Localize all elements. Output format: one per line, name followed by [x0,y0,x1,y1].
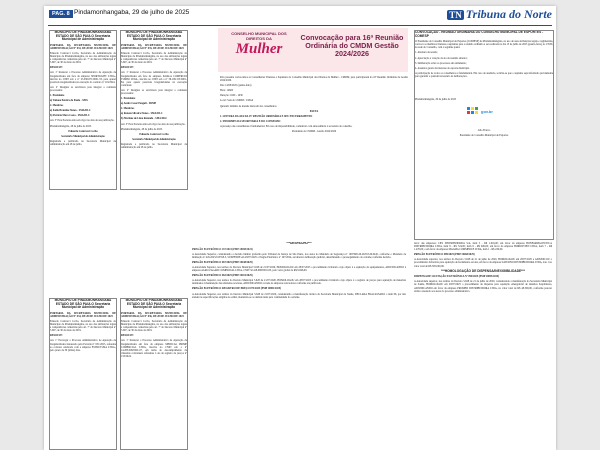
signer-role: Secretário Municipal de Administração [61,134,105,138]
time-line: Hora: 14h00 [220,89,234,93]
resolve-label: RESOLVE: [121,334,135,338]
notice-body: Eduardo Contrucci Corbo, Secretário de Administração do Município de Pindamonhangaba, no uso das atribuições legais e competências conferidas pelo art. 7º do Decreto Municipal nº 5.667, de 30 de maio de 2019. [121,319,187,333]
comesp-item-2: 2. Apreciação e votação da ata da reunião anterior; [415,56,468,60]
homologacao-title: ***HOMOLOGAÇÃO DE DISPENSA/INEXIGIBILIDADE*** [441,268,525,273]
resolve-label: RESOLVE: [50,66,64,70]
convocation-signature: Presidente do CMDM - Gestão 2024/2026 [291,130,337,134]
page-header [44,6,556,24]
member-1: a) Andre Cesar Pengali - DSMP [121,102,157,106]
convocation-note: A presença das conselheiras é fundamental. Em caso de impossibilidade, comunicar com antecedência à secretaria do conselho. [220,124,353,128]
member-1-label: 1. Presidente [121,97,136,101]
article-1: Art. 1º Instaurar o Processo Administrativo de Apuração de Irregularidades em face da empresa SPORTLIGHT LTDA., inscrita no CNPJ sob o nº 25.930.871/0001-33, para apurar possíveis irregularidades na execução do contrato nº 118/2024. [50,71,116,84]
cmdm-convocation-body [220,76,408,188]
notice-title: MUNICÍPIO DE PINDAMONHANGABA ESTADO DE SÃO PAULO Secretaria Municipal de Administração [125,298,183,310]
notice-title: MUNICÍPIO DE PINDAMONHANGABA ESTADO DE SÃO PAULO Secretaria Municipal de Administração [54,298,112,310]
comesp-item-3: 3. Deliberação sobre os processos em andamento; [415,61,467,65]
comesp-signer-role: Presidente do Conselho Municipal de Esportes [459,134,509,138]
page-number-tag: PAG. 8 [49,10,73,18]
article-1: Art. 1º Instaurar o Processo Administrativo de Apuração de Irregularidades em face da empresa MEDICAL PRIME COMERCIAL LTDA, inscrita no CNPJ sob o nº 14.283.009/0001-07, em razão do descumprimento de cláusulas contratuais referentes à ata de registro de preços nº 133/2024. [121,339,187,358]
agenda-label: PAUTA [309,109,319,113]
notice-ref: PORTARIA DA SECRETARIA MUNICIPAL DE ADMINISTRAÇÃO Nº 034, DE 28 DE JULHO DE 2025 [50,311,116,318]
comesp-seal [415,103,553,129]
signer: Eduardo Contrucci Corbo [68,129,98,133]
signer: Eduardo Contrucci Corbo [139,132,169,136]
article-2: Art. 2º Designar os servidores para integrar a comissão processante: [50,85,116,92]
notice-ref: PORTARIA DA SECRETARIA MUNICIPAL DE ADMINISTRAÇÃO Nº 036, DE 28 DE JULHO DE 2025 [121,311,187,318]
pregao-167-title: PREGÃO ELETRÔNICO 167/2024 (PMP 18498/2024) [192,247,253,251]
portaria-036-notice [120,298,188,450]
pregao-089-title: PREGÃO ELETRÔNICO 089/2025 (PMP 10468/2025) [414,253,475,257]
newspaper-logo [447,7,552,22]
pregao-073-body: A Autoridade Superior, nos termos do Decreto Municipal 5.628 de 21/07/2020, considerando a manifestação técnica da Secretaria Municipal de Saúde, DECLARA FRACASSADO o item 06, por não atender às especificações exigidas no edital, mantendo-se os demais itens para continuidade do certame. [192,292,406,299]
member-1: a) Tatiane Pereira de Paula - SEIS [50,99,88,103]
logo-text: Tribuna do Norte [465,7,552,21]
logo-mark: TN [449,10,462,20]
notice-title: MUNICÍPIO DE PINDAMONHANGABA ESTADO DE SÃO PAULO Secretaria Municipal de Administração [54,30,112,42]
article-3: Art. 3º Esta Portaria entra em vigor na data de sua publicação. [121,122,186,126]
resolve-label: RESOLVE: [121,66,135,70]
cmdm-logo-top: CONSELHO MUNICIPAL DOS DIREITOS DA [231,31,287,41]
portaria-034-notice [49,298,117,450]
notice-body: Eduardo Contrucci Corbo, Secretário de Administração do Município de Pindamonhangaba, no uso das atribuições legais e competências conferidas pelo art. 7º do Decreto Municipal nº 5.667, de 30 de maio de 2019. [50,51,116,65]
place-date: Pindamonhangaba, 28 de julho de 2025. [121,127,163,131]
duration-line: Duração: 1h00 - 1h30 [220,94,243,98]
despacho-section [192,242,406,448]
portaria-033-notice [49,30,117,190]
comesp-body-1: O Presidente do Conselho Municipal de Esportes (COMESP) de Pindamonhangaba, no uso de suas atribuições legais e regimentais, convoca os membros titulares e suplentes para a reunião ordinária a ser realizada no dia 13 de julho de 2025 (quarta-feira), às 17h30, na sede do Conselho, com a seguinte pauta: [415,40,553,50]
member-1-label: 1. Presidente [50,94,65,97]
agenda-item-1: 1. LEITURA DA ATA DA 15ª REUNIÃO ORDINÁRIA E SEU ENCERRAMENTO [220,114,313,118]
article-1: Art. 1º Prorrogar o Processo Administrativo de Apuração de Irregularidades instaurado pela Portaria nº 031/2025, referente ao contrato celebrado com a empresa ESTRUTURA LTDA., pelo prazo de 30 (trinta) dias. [50,339,116,352]
dispensa-090-body: A Autoridade superior, nos termos do Decreto 5.628 de 21 de julho de 2020, considerando a manifestação da Secretaria Municipal de Saúde, HOMOLOGOU em 28/07/2025 o procedimento de dispensa para aquisição emergencial de insumos hospitalares, ADJUDICANDO em favor da empresa PROMED DISTRIBUIDORA LTDA, no valor total de R$ 48.300,00, conforme parecer técnico anexado aos autos do processo administrativo. [414,280,552,293]
registry: Registrada e publicada na Secretaria Municipal de Administração em 28 de julho. [121,142,187,150]
member-3: b) Marlene de Lima Rezende - SMA/DLC [121,117,168,121]
quorum-line: Quórum: mínimo de metade mais um dos conselheiros [220,104,277,108]
registry: Registrada e publicada na Secretaria Municipal de Administração em 28 de julho. [50,139,116,146]
cmdm-banner [218,28,408,72]
pregao-073-title: PREGÃO ELETRÔNICO REGISTRO DE PREÇO 073/2025 (PMP 10801/2025) [192,287,281,291]
article-1: Art. 1º Instaurar o Processo Administrativo de Apuração de Irregularidades em face da empresa KOALA COMERCIO TURBO LTDA., inscrita no CNPJ sob o nº 36.109.155/0001-84, para apurar possíveis irregularidades na execução contratual. [121,71,187,87]
pregao-167-body: A Autoridade Superior, considerando a decisão liminar proferida pelo Tribunal de Justiça de São Paulo, nos autos do Mandado de Segurança nº 1007090-26.2025.8.26.0445, conforme o Mandado de Intimação nº 445.2025/013558-3, SUSPENDE em 28/07/2025 o Pregão Eletrônico nº 167/2024, até ulterior deliberação judicial, determinando o prosseguimento do certame conforme decisão. [192,252,406,259]
resolve-label: RESOLVE: [50,334,64,338]
notice-body: Eduardo Contrucci Corbo, Secretário de Administração do Município de Pindamonhangaba, no uso das atribuições legais e competências conferidas pelo art. 7º do Decreto Municipal nº 5.667, de 30 de maio de 2019. [50,319,116,333]
right-bottom-section [414,242,552,448]
member-2: a) Keila Brandão Nunes - SMA/DLC [50,109,91,113]
comesp-signer: João Franco [477,129,491,133]
pregao-089-body: A Autoridade superior, nos termos do Decreto 5.628 de 21 de julho de 2020, HOMOLOGOU em 28/07/2025 e ADJUDICOU o procedimento licitatório para aquisição de fardamento escolar, em favor da empresa SATURNO DISTRIBUIDORA LTDA, lote 1 no valor total de R$ 595.000,00. [414,258,552,268]
comesp-notice [414,30,554,240]
gov-seal-label: gov.br [481,109,493,115]
member-2: a) Renata Silveira Nunes - SMA/DLC [121,112,163,116]
dispensa-090-title: DISPENSA DE LICITAÇÃO ELETRÔNICA Nº 090/2025 (PMP 10695/2025) [414,275,500,279]
member-2-label: 2. Membros [121,107,135,111]
article-2: Art. 2º Designar os servidores para integrar a comissão processante: [121,88,187,95]
comesp-place-date: Pindamonhangaba, 29 de julho de 2025 [415,98,457,102]
local-line: Local: Sala do CMDM / CMAS [220,99,254,103]
comesp-item-1: 1. Abertura da sessão; [415,51,438,55]
date-line: Dia: 14/08/2025 (quinta-feira) [220,84,252,88]
cmdm-logo [222,31,296,69]
notice-body: Eduardo Contrucci Corbo, Secretário de Administração do Município de Pindamonhangaba, no uso das atribuições legais e competências conferidas pelo art. 7º do Decreto Municipal nº 5.667, de 30 de maio de 2019. [121,51,187,65]
portaria-035-notice [120,30,188,190]
notice-ref: PORTARIA DA SECRETARIA MUNICIPAL DE ADMINISTRAÇÃO Nº 033, DE 28 DE JULHO DE 2025 [50,43,116,50]
newspaper-page [44,6,556,450]
notice-title: MUNICÍPIO DE PINDAMONHANGABA ESTADO DE SÃO PAULO Secretaria Municipal de Administração [125,30,183,42]
notice-ref: PORTARIA DA SECRETARIA MUNICIPAL DE ADMINISTRAÇÃO Nº 035, DE 28 DE JULHO DE 2025 [121,43,187,50]
agenda-item-2: 2. INFORMES DA SECRETARIA E DO CONSELHO [220,119,281,123]
despacho-title: ***DESPACHO*** [286,242,312,245]
signer-role: Secretário Municipal de Administração [132,137,176,141]
member-3: b) Patrícia Mara Costa - SMA/DLC [50,114,90,118]
pregao-067-title: PREGÃO ELETRÔNICO 067/2025 (PMP 10448/2025) [192,260,253,264]
article-3: Art. 3º Esta Portaria entra em vigor na data de sua publicação. [50,119,115,123]
cmdm-logo-big: Mulher [235,41,283,57]
continued-body: favor das empresas: CPX DISTRIBUIDORA S/A, item 5 - R$ 1.616,00; em favor da empresa BONFARMACÊUTICA DISTRIBUIDORA LTDA, item 8 - R$ 724,00; item 6 - R$ 926,00; em favor da empresa BORDOVIEN LTDA, item 7 - R$ 1.476,00; e em favor da empresa MAGMA COMMERCE LTDA, item 1 - R$ 229,00. [414,242,552,252]
pregao-063-body: A Autoridade Superior, nos termos do Decreto Municipal 5.628 de 21/07/2020, HOMOLOGOU em 28/07/2025 o procedimento licitatório cujo objeto é o registro de preços para aquisição de materiais destinados à manutenção das unidades escolares, ADJUDICANDO os itens às empresas vencedoras conforme ata publicada. [192,279,406,286]
header-rule [48,25,552,26]
member-2-label: 2. Membros [50,104,64,108]
city-date: Pindamonhangaba, 29 de julho de 2025 [74,9,190,16]
comesp-title: CONVOCAÇÃO - REUNIÃO ORDINÁRIA DO CONSELHO MUNICIPAL DE ESPORTES - COMESP [415,30,544,38]
convocation-intro: Pelo presente convocamos as Conselheiras Titulares e Suplentes do Conselho Municipal dos Direitos da Mulher - CMDM, para participarem da 16ª Reunião Ordinária da Gestão 2024/2026. [220,76,408,83]
comesp-item-4: 4. Assuntos gerais de interesse do esporte municipal. [415,66,470,70]
pregao-067-body: A Autoridade Superior, nos termos do Decreto Municipal 5.628 de 21/07/2020, HOMOLOGOU em 28/07/2025 o procedimento licitatório cujo objeto é a aquisição de equipamentos, ADJUDICANDO à empresa AGRO ZAGARI COMERCIAL LTDA, CNPJ 32.418.098/0001-83, pelo valor global de R$ 9.846,00. [192,265,406,273]
pregao-063-title: PREGÃO ELETRÔNICO 063/2025 (PMP 10210/2025) [192,274,253,278]
place-date: Pindamonhangaba, 28 de julho de 2025. [50,124,92,128]
cmdm-banner-title: Convocação para 16ª Reunião Ordinária do CMDM Gestão 2024/2026 [300,33,404,58]
comesp-body-2: A participação de todos os conselheiros é fundamental. Em caso de ausência, solicita-se que o suplente seja informado previamente para garantir o quórum necessário às deliberações. [415,71,553,78]
gov-seal-icon [461,103,501,127]
